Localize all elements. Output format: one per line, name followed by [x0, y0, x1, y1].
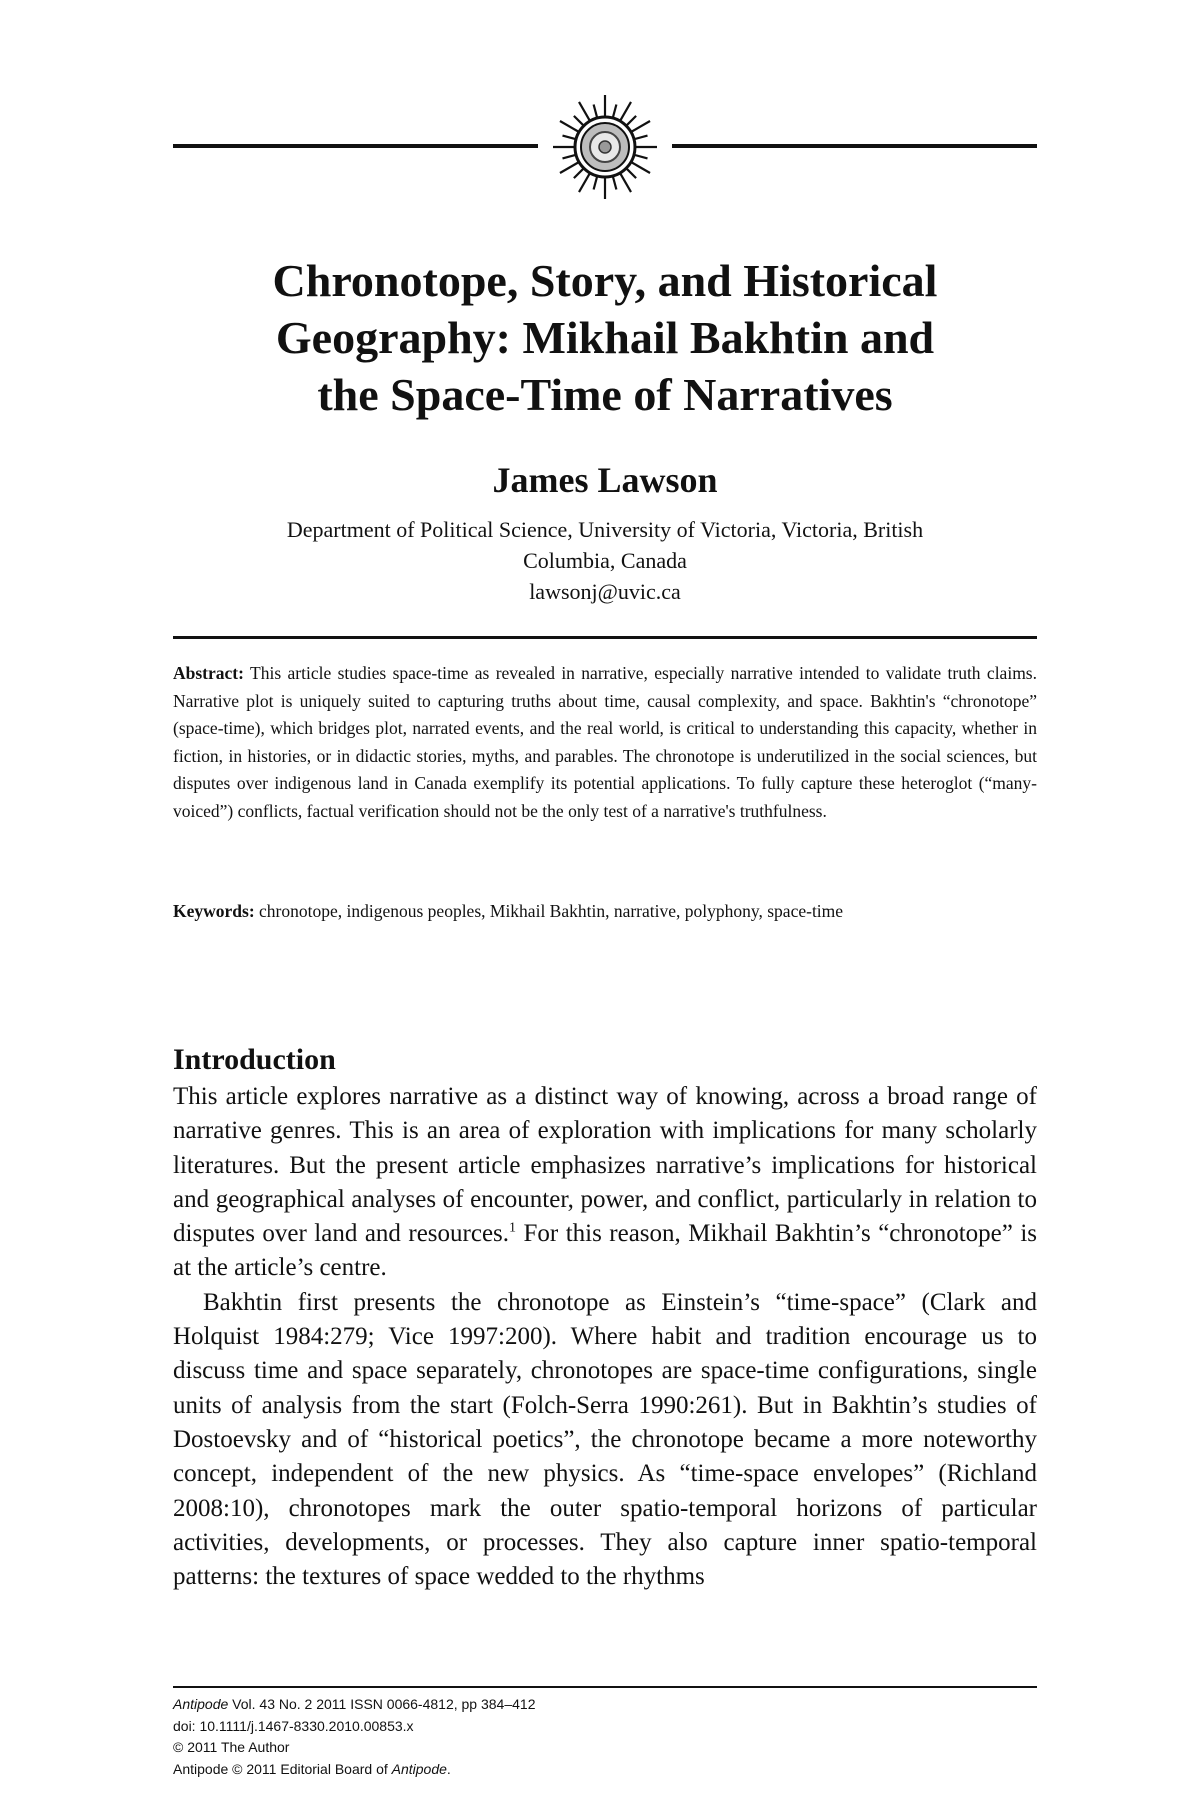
header-ornament	[173, 92, 1037, 202]
ornament-rule-left	[173, 144, 538, 148]
sun-ornament-icon	[550, 92, 660, 202]
page-footer	[173, 1694, 1037, 1780]
doi[interactable]: doi: 10.1111/j.1467-8330.2010.00853.x	[173, 1717, 414, 1734]
author-name: James Lawson	[492, 460, 718, 500]
keywords-text: chronotope, indigenous peoples, Mikhail Bakhtin, narrative, polyphony, space-time	[259, 901, 844, 921]
keywords	[173, 898, 1037, 926]
title-line: the Space-Time of Narratives	[317, 369, 893, 420]
abstract-text: This article studies space-time as revealed in narrative, especially narrative intended to validate truth claims. Narrative plot is uniquely suited to capturing truths about time, causal complexity, and space. Bakhtin's “chronotope” (space-time), which bridges plot, narrated events, and the real world, is critical to understanding this capacity, whether in fiction, in histories, or in didactic stories, myths, and parables. The chronotope is underutilized in the social sciences, but disputes over indigenous land in Canada exemplify its potential applications. To fully capture these heteroglot (“many-voiced”) conflicts, factual verification should not be the only test of a narrative's truthfulness.	[173, 663, 1037, 821]
title-line: Chronotope, Story, and Historical	[272, 255, 938, 306]
keywords-label: Keywords:	[173, 901, 255, 921]
abstract	[173, 660, 1037, 825]
author-affiliation	[173, 514, 1037, 607]
paragraph: This article explores narrative as a distinct way of knowing, across a broad range of narrative genres. This is an area of exploration with implications for many scholarly literatures. But the present article emphasizes narrative’s implications for historical and geographical analyses of encounter, power, and conflict, particularly in relation to disputes over land and resources.$^1$ For this reason, Mikhail Bakhtin’s “chronotope” is at the article’s centre.	[173, 1083, 1037, 1282]
footer-rule	[173, 1686, 1037, 1688]
journal-citation: Antipode Vol. 43 No. 2 2011 ISSN 0066-4812, pp 384–412	[173, 1696, 536, 1712]
author-email[interactable]: lawsonj@uvic.ca	[529, 579, 681, 604]
paragraph: Bakhtin first presents the chronotope as Einstein’s “time-space” (Clark and Holquist 1984:279; Vice 1997:200). Where habit and tradition encourage us to discuss time and space separately, chronotopes are space-time configurations, single units of analysis from the start (Folch-Serra 1990:261). But in Bakhtin’s studies of Dostoevsky and of “historical poetics”, the chronotope became a more noteworthy concept, independent of the new physics. As “time-space envelopes” (Richland 2008:10), chronotopes mark the outer spatio-temporal horizons of particular activities, developments, or processes. They also capture inner spatio-temporal patterns: the textures of space wedded to the rhythms	[173, 1288, 1037, 1591]
section-heading: Introduction	[173, 1043, 336, 1076]
abstract-label: Abstract:	[173, 663, 244, 683]
abstract-rule	[173, 636, 1037, 639]
copyright: © 2011 The Author	[173, 1739, 290, 1755]
ornament-rule-right	[672, 144, 1037, 148]
editorial-board: Antipode © 2011 Editorial Board of Antipode.	[173, 1760, 451, 1777]
title-line: Geography: Mikhail Bakhtin and	[275, 312, 935, 363]
affiliation-line: Department of Political Science, University of Victoria, Victoria, British	[286, 517, 924, 542]
affiliation-line: Columbia, Canada	[523, 548, 687, 573]
article-title	[173, 252, 1037, 423]
footnote-marker[interactable]: 1	[509, 1220, 517, 1236]
introduction-body	[173, 1080, 1037, 1594]
